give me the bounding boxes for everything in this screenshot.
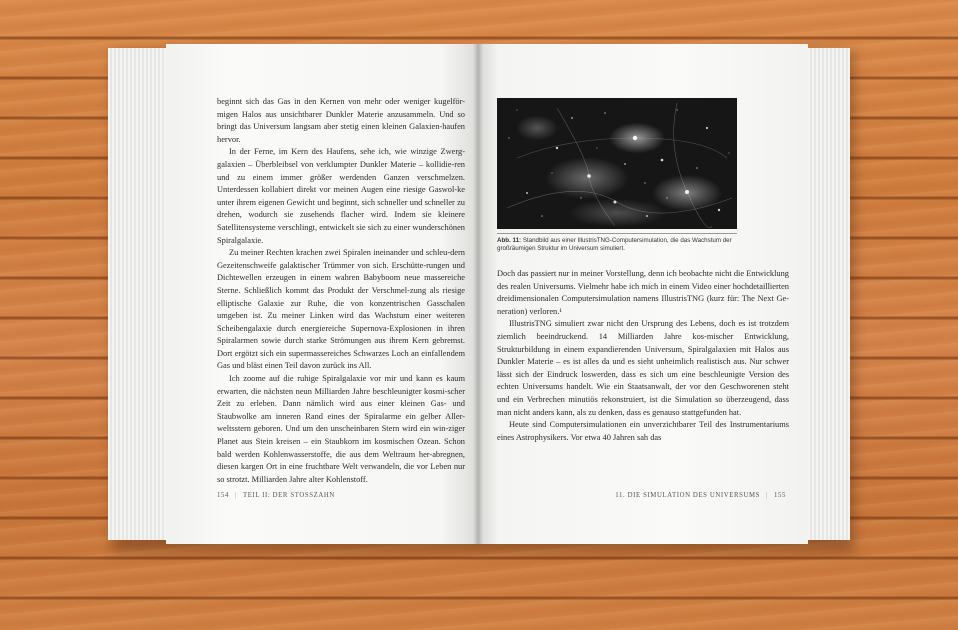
galaxy-simulation-image bbox=[497, 98, 737, 229]
caption-text: Standbild aus einer IllustrisTNG-Computersimulation, die das Wachstum der großräumigen Struktur im Universum simuliert. bbox=[497, 237, 732, 253]
right-paragraph: Heute sind Computersimulationen ein unverzichtbarer Teil des Instrumentariums eines Astrophysikers. Vor etwa 40 Jahren sah das bbox=[497, 420, 789, 442]
left-paragraph: beginnt sich das Gas in den Kernen von mehr oder weniger kugelför-migen Halos aus unsichtbarer Dunkler Materie anzusammeln. Und so bringt das Universum langsam aber stetig einen kleinen Galaxien-haufen hervor. bbox=[217, 97, 465, 144]
right-paragraph: Doch das passiert nur in meiner Vorstellung, denn ich beobachte nicht die Entwicklung des realen Universums. Vielmehr habe ich mich in einem Video einer hochdetaillierten dreidimensionalen Computersimulation namens IllustrisTNG (kurz für: The Next Ge-neration) verloren.¹ bbox=[497, 269, 789, 316]
left-paragraph: Zu meiner Rechten krachen zwei Spiralen ineinander und schleu-dern Gezeitenschweife galaktischer Trümmer von sich. Erschütte-rungen und Dichtewellen erzeugen in einem wahren Babyboom neue massereiche Sterne. Schließlich kommt das Produkt der Verschmel-zung als riesige elliptische Galaxie zur Ruhe, die von konzentrischen Gasschalen umgeben ist. Zu meiner Linken wird das Wachstum einer weiteren Scheibengalaxie durch energiereiche Supernova-Explosionen in ihren Spiralarmen sowie durch starke Strömungen aus ihrem Kern gebremst. Dort ergötzt sich ein supermassereiches Schwarzes Loch an einfallendem Gas und bläst einen Teil davon zurück ins All. bbox=[217, 248, 465, 371]
right-page-footer bbox=[615, 492, 786, 499]
running-head: 11. DIE SIMULATION DES UNIVERSUMS bbox=[615, 492, 761, 499]
right-page-text bbox=[497, 268, 789, 444]
figure-caption bbox=[497, 233, 737, 254]
page-number: 154 bbox=[217, 492, 229, 499]
left-paragraph: In der Ferne, im Kern des Haufens, sehe ich, wie winzige Zwerg-galaxien – Überbleibsel von verklumpter Dunkler Materie – kollidie-ren und zu einem immer größer werdenden Ganzen verschmelzen. Unterdessen kollabiert direkt vor meinen Augen eine riesige Gaswol-ke unter ihrem eigenen Gewicht und beginnt, sich schneller und schneller zu drehen, wodurch sie zusehends flacher wird. Indem sie kleinere Satellitensysteme verschlingt, entwickelt sie sich zu einer wunderschönen Spiralgalaxie. bbox=[217, 147, 465, 245]
left-page bbox=[166, 44, 478, 544]
page-number: 155 bbox=[774, 492, 786, 499]
running-head: TEIL II: DER STOSSZAHN bbox=[242, 492, 335, 499]
open-book bbox=[108, 44, 850, 544]
book-gutter bbox=[473, 44, 483, 544]
footer-separator: | bbox=[235, 492, 237, 499]
galaxy-starfield bbox=[497, 98, 737, 229]
footer-separator: | bbox=[766, 492, 768, 499]
left-page-text bbox=[217, 96, 465, 486]
right-paragraph: IllustrisTNG simuliert zwar nicht den Ursprung des Lebens, doch es ist trotzdem ziemlich beeindruckend. 14 Milliarden Jahre kos-mischer Entwicklung, Strukturbildung in einem expandierenden Universum, Spiralgalaxien mit Halos aus Dunkler Materie – es ist alles da und es sieht unheimlich realistisch aus. Nur schwer lässt sich der Eindruck loswerden, dass es sich um eine beschleunigte Version des echten Universums handelt. Wie ein Staatsanwalt, der vor den Geschworenen steht und ein Verbrechen minutiös rekonstruiert, ist die Simulation so überzeugend, dass man nicht anders kann, als zu denken, dass es genauso stattgefunden hat. bbox=[497, 319, 789, 417]
caption-label: Abb. 11: bbox=[497, 237, 522, 244]
right-page bbox=[478, 44, 808, 544]
left-paragraph: Ich zoome auf die ruhige Spiralgalaxie vor mir und kann es kaum erwarten, die nächsten neun Milliarden Jahre beschleunigter kosmi-scher Zeit zu erleben. Dann nämlich wird aus einer kleinen Gas- und Staubwolke am inneren Rand eines der Spiralarme ein gelber Aller-weltsstern geboren. Und um den unscheinbaren Stern wird ein win-ziger Planet aus Stein kreisen – ein Staubkorn im kosmischen Ozean. Schon bald werden Kohlenwasserstoffe, die aus dem Weltraum her-abregnen, diesen kargen Ort in eine fruchtbare Welt verwandeln, die vor Leben nur so strotzt. Milliarden Jahre alter Kohlenstoff. bbox=[217, 374, 465, 484]
left-page-footer bbox=[217, 492, 335, 499]
